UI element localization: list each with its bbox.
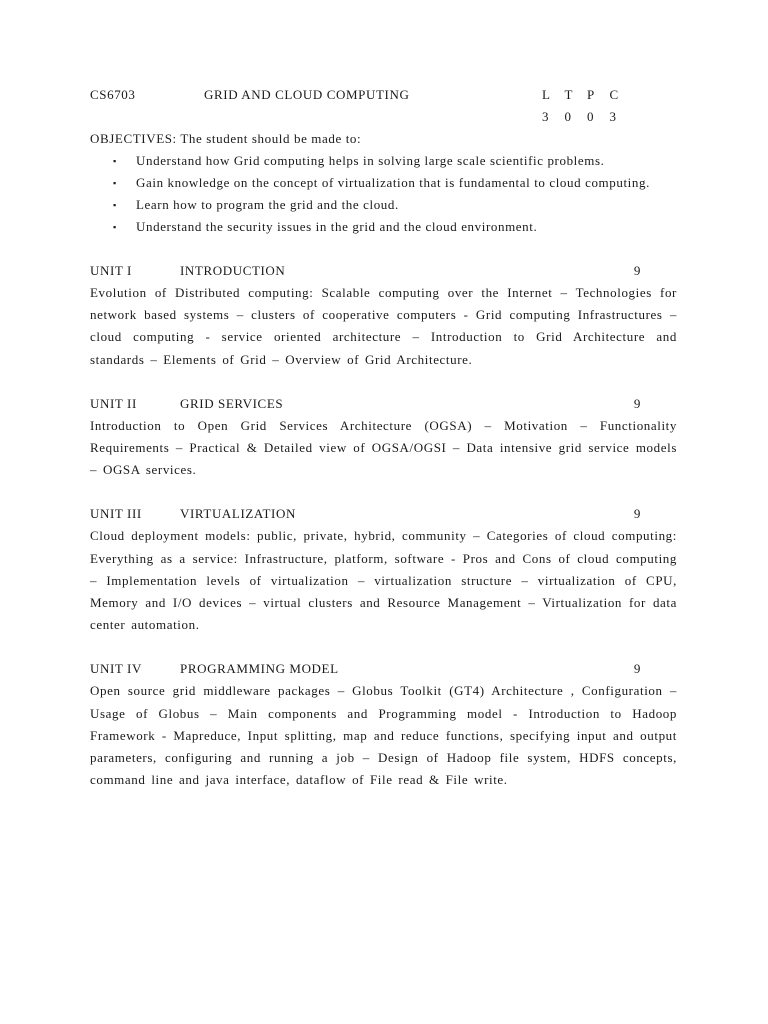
square-bullet-icon: ▪ [113, 156, 117, 166]
ltpc-label-l: L [542, 87, 551, 102]
objectives-list [90, 150, 677, 238]
objective-item [90, 216, 677, 238]
unit-body: Open source grid middleware packages – Globus Toolkit (GT4) Architecture , Configuration – Usage of Globus – Main components and Programming model - Introduction to Hadoop Framework - Mapreduce, Input splitting, map and reduce functions, specifying input and output parameters, configuring and running a job – Design of Hadoop file system, HDFS concepts, command line and java interface, dataflow of File read & File write. [90, 683, 677, 788]
ltpc-label-p: P [587, 87, 595, 102]
unit-heading [90, 658, 677, 680]
unit-hours: 9 [633, 395, 641, 411]
syllabus-page [90, 84, 677, 791]
ltpc-value-l: 3 [542, 109, 550, 124]
unit-title: VIRTUALIZATION [180, 506, 296, 522]
course-header [90, 84, 677, 124]
objective-item [90, 172, 677, 194]
unit-number: UNIT IV [90, 661, 142, 677]
ltpc-label-t: T [564, 87, 574, 102]
unit-heading [90, 503, 677, 525]
objective-item [90, 150, 677, 172]
unit-body: Cloud deployment models: public, private, hybrid, community – Categories of cloud computing: Everything as a service: Infrastructure, platform, software - Pros and Cons of cloud computing – Implementation levels of virtualization – virtualization structure – virtualization of CPU, Memory and I/O devices – virtual clusters and Resource Management – Virtualization for data center automation. [90, 528, 677, 633]
ltpc-value-c: 3 [609, 109, 617, 124]
course-title: GRID AND CLOUD COMPUTING [204, 87, 410, 102]
unit-heading [90, 260, 677, 282]
unit-number: UNIT I [90, 263, 132, 278]
objectives-heading: OBJECTIVES: The student should be made to: [90, 131, 362, 146]
objectives-section [90, 128, 677, 238]
objective-text: Understand how Grid computing helps in solving large scale scientific problems. [136, 153, 605, 168]
unit-heading [90, 393, 677, 415]
course-code: CS6703 [90, 87, 136, 102]
objective-text: Learn how to program the grid and the cloud. [136, 197, 399, 212]
unit-section-1 [90, 260, 677, 371]
unit-title: INTRODUCTION [180, 263, 286, 278]
unit-body: Introduction to Open Grid Services Architecture (OGSA) – Motivation – Functionality Requirements – Practical & Detailed view of OGSA/OGSI – Data intensive grid service models – OGSA services. [90, 417, 677, 478]
objective-text: Understand the security issues in the grid and the cloud environment. [136, 219, 538, 234]
unit-hours: 9 [633, 506, 641, 522]
unit-section-2 [90, 393, 677, 482]
unit-title: PROGRAMMING MODEL [180, 661, 339, 677]
ltpc-label-c: C [609, 87, 619, 102]
ltpc-values [542, 106, 632, 128]
unit-title: GRID SERVICES [180, 395, 284, 411]
ltpc-labels [542, 84, 632, 106]
objective-item [90, 194, 677, 216]
ltpc-value-p: 0 [587, 109, 595, 124]
unit-hours: 9 [633, 263, 641, 278]
objective-text: Gain knowledge on the concept of virtualization that is fundamental to cloud computing. [136, 175, 650, 190]
unit-number: UNIT II [90, 395, 137, 411]
unit-body: Evolution of Distributed computing: Scalable computing over the Internet – Technologies for network based systems – clusters of cooperative computers - Grid computing Infrastructures – cloud computing - service oriented architecture – Introduction to Grid Architecture and standards – Elements of Grid – Overview of Grid Architecture. [90, 285, 677, 367]
unit-section-3 [90, 503, 677, 636]
unit-section-4 [90, 658, 677, 791]
square-bullet-icon: ▪ [113, 222, 117, 232]
square-bullet-icon: ▪ [113, 200, 117, 210]
unit-number: UNIT III [90, 506, 142, 522]
unit-hours: 9 [633, 661, 641, 677]
square-bullet-icon: ▪ [113, 178, 117, 188]
ltpc-value-t: 0 [564, 109, 572, 124]
